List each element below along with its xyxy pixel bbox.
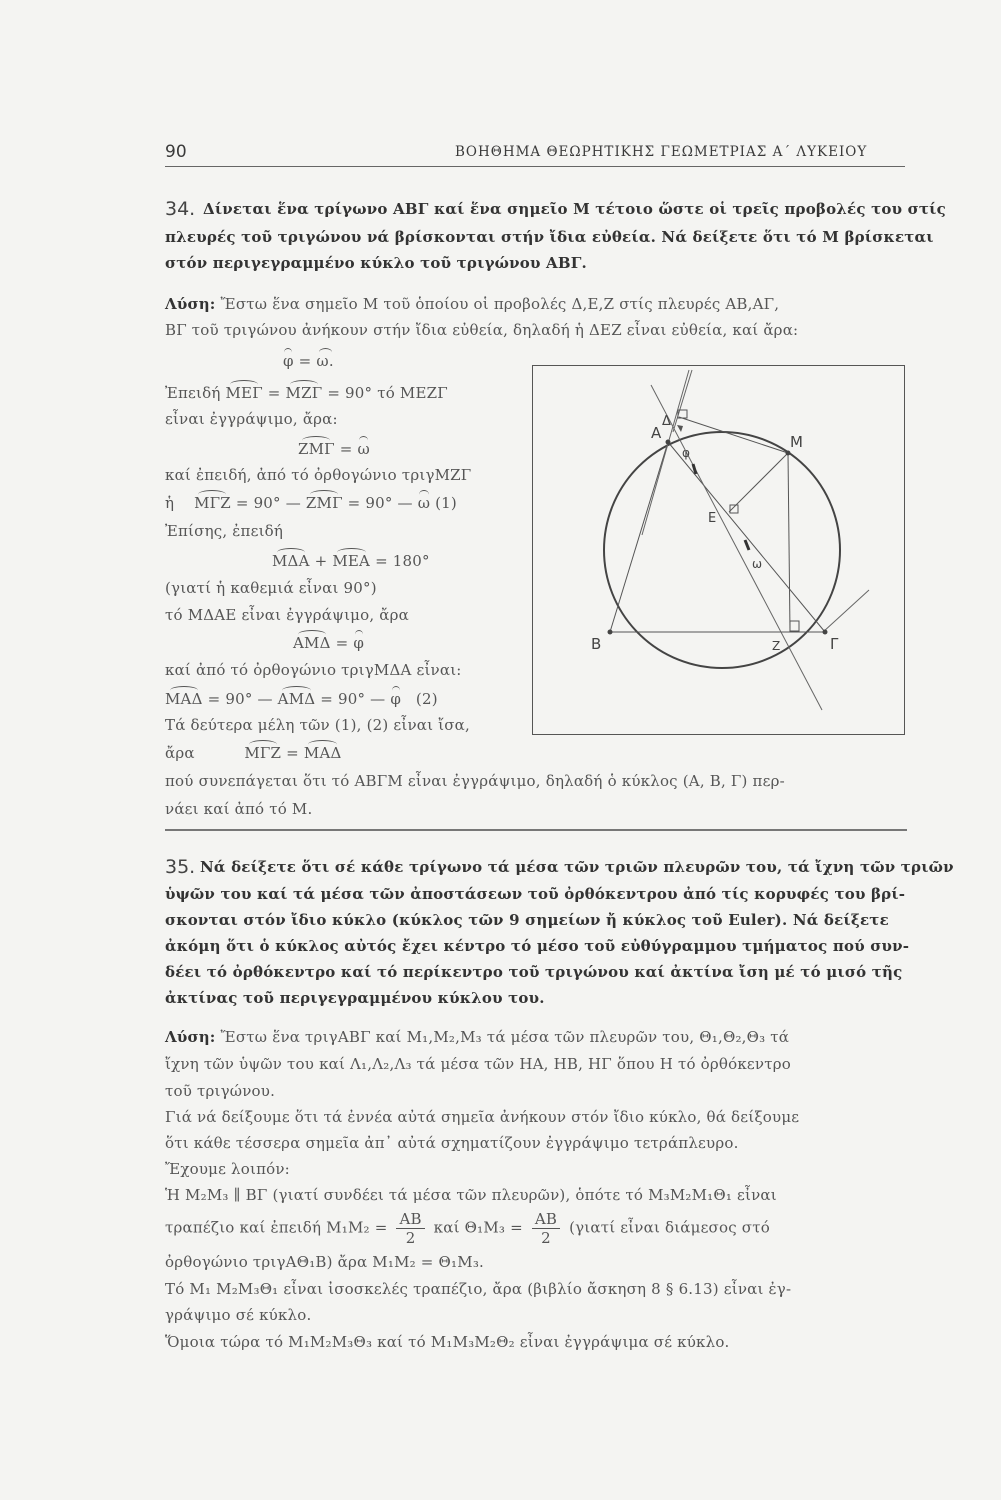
angle-MEG: ΜΕΓ	[225, 384, 263, 402]
eq-sign: =	[267, 384, 281, 402]
problem-35-number: 35.	[165, 856, 196, 878]
header-rule	[165, 166, 905, 167]
circumcircle	[604, 432, 840, 668]
label-A: Α	[651, 424, 662, 442]
text: ἡ	[165, 494, 175, 512]
equation-phi-omega	[283, 352, 334, 370]
angle-MZG: ΜΖΓ	[285, 384, 323, 402]
angle-MGZ: ΜΓΖ	[194, 494, 231, 512]
figure-frame	[533, 366, 905, 735]
solution-34-line: καί ἀπό τό ὀρθογώνιο τριγΜΔΑ εἶναι:	[165, 661, 462, 679]
solution-34-line	[165, 295, 779, 313]
equation-AMD	[293, 634, 364, 652]
text: (γιατί εἶναι διάμεσος στό	[569, 1218, 770, 1237]
text: = 90° τό ΜΕΖΓ	[327, 384, 448, 402]
problem-34-statement-line: πλευρές τοῦ τριγώνου νά βρίσκονται στήν ἴδια εὐθεία. Νά δείξετε ὅτι τό Μ βρίσκεται	[165, 228, 934, 246]
text: καί Θ₁Μ₃ =	[433, 1218, 523, 1237]
angle-MAD: ΜΑΔ	[165, 690, 203, 708]
equation-ZMG	[298, 440, 370, 458]
solution-35-line: γράψιμο σέ κύκλο.	[165, 1306, 312, 1324]
equation-final	[165, 744, 342, 762]
arc-omega: ω	[417, 494, 431, 512]
angle-mark-omega	[745, 540, 749, 550]
problem-34-statement-line: Δίνεται ἕνα τρίγωνο ΑΒΓ καί ἕνα σημεῖο Μ τέτοιο ὥστε οἱ τρεῖς προβολές του στίς	[203, 200, 946, 218]
solution-34-line: Τά δεύτερα μέλη τῶν (1), (2) εἶναι ἴσα,	[165, 716, 470, 734]
label-omega: ω	[752, 557, 763, 571]
angle-MEA: ΜΕΑ	[332, 552, 371, 570]
text: τραπέζιο καί ἐπειδή Μ₁Μ₂ =	[165, 1218, 388, 1237]
solution-34-line: Ἐπίσης, ἐπειδή	[165, 522, 284, 540]
eq-sign: =	[298, 352, 312, 370]
solution-text: Ἔστω ἕνα τριγΑΒΓ καί Μ₁,Μ₂,Μ₃ τά μέσα τῶν πλευρῶν του, Θ₁,Θ₂,Θ₃ τά	[220, 1028, 790, 1046]
arc-phi: φ	[390, 690, 402, 708]
solution-35-line: τοῦ τριγώνου.	[165, 1082, 276, 1100]
problem-34-statement-line: στόν περιγεγραμμένο κύκλο τοῦ τριγώνου ΑΒΓ.	[165, 254, 587, 272]
segment-MZ	[788, 453, 790, 632]
equation-1	[165, 494, 457, 512]
angle-MGZ: ΜΓΖ	[244, 744, 282, 762]
point-M	[786, 451, 791, 456]
solution-34-line: νάει καί ἀπό τό Μ.	[165, 800, 313, 818]
numerator: ΑΒ	[396, 1210, 424, 1229]
denominator: 2	[405, 1229, 416, 1247]
point-A	[666, 440, 671, 445]
page-number: 90	[165, 142, 187, 162]
section-separator	[165, 829, 907, 831]
text: = 90° —	[320, 690, 386, 708]
text: ἄρα	[165, 744, 195, 762]
denominator: 2	[541, 1229, 551, 1247]
ray-above-A	[673, 370, 692, 432]
equation-number: (1)	[435, 494, 457, 512]
problem-35-statement-line: δέει τό ὀρθόκεντρο καί τό περίκεντρο τοῦ τριγώνου καί ἀκτίνα ἴση μέ τό μισό τῆς	[165, 963, 903, 981]
solution-35-line: Ἡ Μ₂Μ₃ ∥ ΒΓ (γιατί συνδέει τά μέσα τῶν πλευρῶν), ὁπότε τό Μ₃Μ₂Μ₁Θ₁ εἶναι	[165, 1186, 777, 1204]
label-B: Β	[591, 635, 602, 653]
problem-35-statement-line: Νά δείξετε ὅτι σέ κάθε τρίγωνο τά μέσα τῶν τριῶν πλευρῶν του, τά ἴχνη τῶν τριῶν	[200, 858, 954, 876]
angle-ZMG: ΖΜΓ	[298, 440, 335, 458]
solution-label: Λύση:	[165, 295, 216, 313]
right-angle-D	[677, 425, 683, 432]
label-E: Ε	[708, 511, 717, 526]
solution-35-line: ὅτι κάθε τέσσερα σημεῖα ἀπ᾿ αὐτά σχηματίζουν ἐγγράψιμο τετράπλευρο.	[165, 1134, 739, 1152]
text: Ἐπειδή	[165, 384, 221, 402]
angle-AMD: ΑΜΔ	[277, 690, 316, 708]
equation-number: (2)	[415, 690, 438, 708]
numerator: ΑΒ	[532, 1210, 560, 1229]
problem-35-statement-line: ὑψῶν του καί τά μέσα τῶν ἀποστάσεων τοῦ ὀρθόκεντρου ἀπό τίς κορυφές του βρί-	[165, 885, 906, 903]
label-M: Μ	[790, 433, 803, 451]
equation-MDA-MEA	[272, 552, 430, 570]
angle-ZMG: ΖΜΓ	[305, 494, 343, 512]
eq-sign: =	[335, 634, 349, 652]
label-G: Γ	[830, 635, 839, 653]
text: = 180°	[375, 552, 430, 570]
geometry-figure	[532, 365, 905, 735]
eq-sign: =	[286, 744, 299, 762]
solution-35-line	[165, 1028, 789, 1046]
text: = 90° —	[235, 494, 301, 512]
equation-2	[165, 690, 438, 708]
side-AB	[610, 442, 668, 632]
point-G	[823, 630, 828, 635]
solution-35-line: ὀρθογώνιο τριγΑΘ₁Β) ἄρα Μ₁Μ₂ = Θ₁Μ₃.	[165, 1253, 484, 1271]
side-AG	[668, 442, 825, 632]
arc-omega: ω.	[316, 352, 334, 370]
running-title: ΒΟΗΘΗΜΑ ΘΕΩΡΗΤΙΚΗΣ ΓΕΩΜΕΤΡΙΑΣ Α΄ ΛΥΚΕΙΟΥ	[455, 144, 868, 160]
solution-35-fraction-line	[165, 1210, 770, 1247]
solution-34-line: καί ἐπειδή, ἀπό τό ὀρθογώνιο τριγΜΖΓ	[165, 466, 472, 484]
solution-35-line: Ἔχουμε λοιπόν:	[165, 1160, 290, 1178]
label-phi: φ	[682, 446, 690, 460]
angle-MDA: ΜΔΑ	[272, 552, 310, 570]
label-Z: Ζ	[772, 639, 781, 653]
arc-omega: ω	[357, 440, 370, 458]
arc-phi: φ	[353, 634, 365, 652]
problem-34-number: 34.	[165, 198, 196, 220]
problem-35-statement-line: ἀκόμη ὅτι ὁ κύκλος αὐτός ἔχει κέντρο τό μέσο τοῦ εὐθύγραμμου τμήματος πού συν-	[165, 937, 910, 955]
solution-34-line: εἶναι ἐγγράψιμο, ἄρα:	[165, 410, 338, 428]
arc-phi: φ	[283, 352, 294, 370]
text: = 90° —	[347, 494, 413, 512]
plus-sign: +	[314, 552, 328, 570]
point-B	[608, 630, 613, 635]
solution-35-line: Γιά νά δείξουμε ὅτι τά ἐννέα αὐτά σημεῖα ἀνήκουν στόν ἴδιο κύκλο, θά δείξουμε	[165, 1108, 800, 1126]
angle-AMD: ΑΜΔ	[293, 634, 331, 652]
solution-34-line: πού συνεπάγεται ὅτι τό ΑΒΓΜ εἶναι ἐγγράψιμο, δηλαδή ὁ κύκλος (Α, Β, Γ) περ-	[165, 772, 785, 790]
solution-34-line: τό ΜΔΑΕ εἶναι ἐγγράψιμο, ἄρα	[165, 606, 409, 624]
solution-34-line: ΒΓ τοῦ τριγώνου ἀνήκουν στήν ἴδια εὐθεία, δηλαδή ἡ ΔΕΖ εἶναι εὐθεία, καί ἄρα:	[165, 321, 799, 339]
segment-ME	[729, 453, 788, 512]
problem-35-statement-line: σκονται στόν ἴδιο κύκλο (κύκλος τῶν 9 σημείων ἤ κύκλος τοῦ Euler). Νά δείξετε	[165, 911, 889, 929]
solution-35-line: ἴχνη τῶν ὑψῶν του καί Λ₁,Λ₂,Λ₃ τά μέσα τῶν ΗΑ, ΗΒ, ΗΓ ὅπου Η τό ὀρθόκεντρο	[165, 1055, 791, 1073]
right-angle-Z	[790, 621, 799, 631]
solution-34-line	[165, 384, 448, 402]
label-D: Δ	[662, 414, 671, 429]
solution-35-line: Τό Μ₁ Μ₂Μ₃Θ₁ εἶναι ἰσοσκελές τραπέζιο, ἄρα (βιβλίο ἄσκηση 8 § 6.13) εἶναι ἐγ-	[165, 1280, 792, 1298]
fraction-AB-2	[532, 1210, 560, 1247]
right-angle-E	[730, 505, 738, 513]
solution-label: Λύση:	[165, 1028, 216, 1046]
angle-MAD: ΜΑΔ	[303, 744, 342, 762]
solution-34-line: (γιατί ἡ καθεμιά εἶναι 90°)	[165, 579, 377, 597]
text: = 90° —	[207, 690, 273, 708]
eq-sign: =	[339, 440, 353, 458]
solution-35-line: Ὅμοια τώρα τό Μ₁Μ₂Μ₃Θ₃ καί τό Μ₁Μ₃Μ₂Θ₂ εἶναι ἐγγράψιμα σέ κύκλο.	[165, 1333, 730, 1351]
fraction-AB-2	[396, 1210, 424, 1247]
solution-text: Ἔστω ἕνα σημεῖο Μ τοῦ ὁποίου οἱ προβολές Δ,Ε,Ζ στίς πλευρές ΑΒ,ΑΓ,	[220, 295, 780, 313]
problem-35-statement-line: ἀκτίνας τοῦ περιγεγραμμένου κύκλου του.	[165, 989, 545, 1007]
